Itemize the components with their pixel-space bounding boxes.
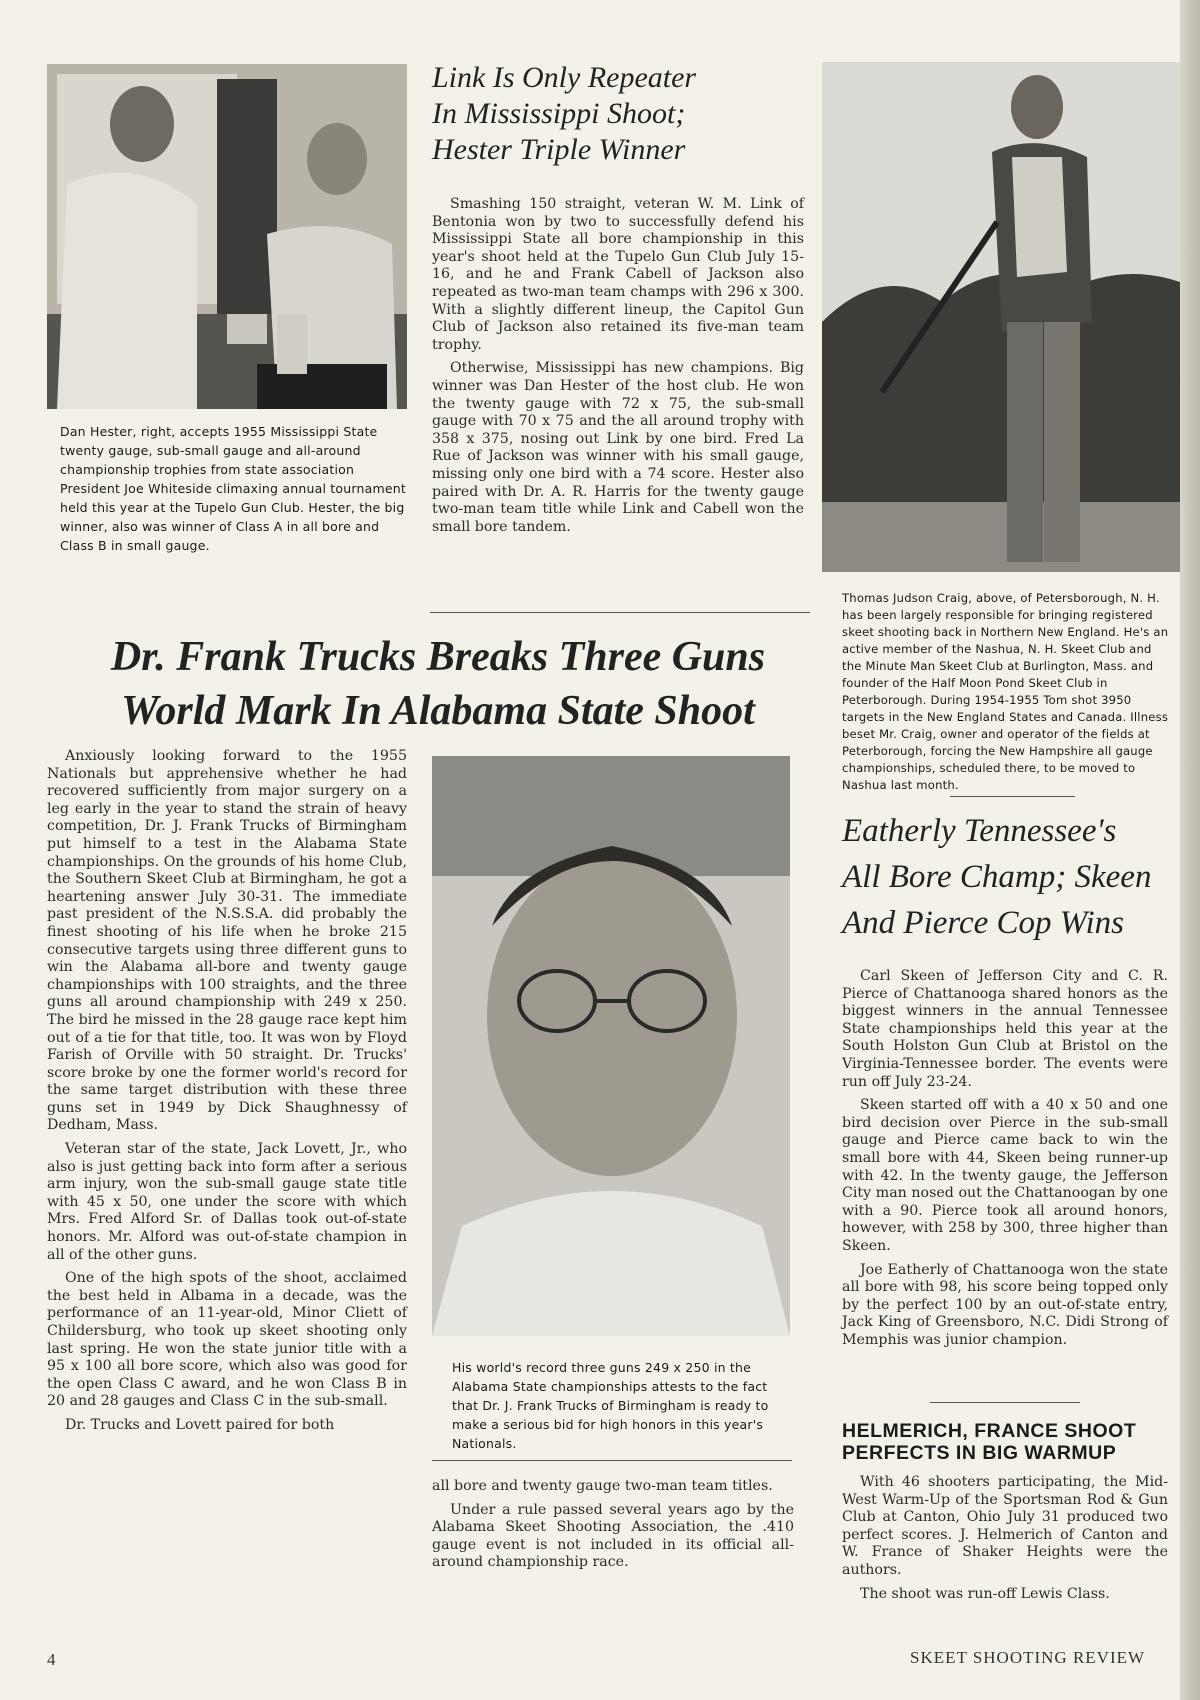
hester-photo-caption: Dan Hester, right, accepts 1955 Mississippi State twenty gauge, sub-small gauge and all-around championship trophies from state association President Joe Whiteside climaxing annual tournament held this year at the Tupelo Gun Club. Hester, the big winner, also was winner of Class A in all bore and Class B in small gauge. bbox=[60, 424, 406, 553]
trucks-paragraph: all bore and twenty gauge two-man team titles. bbox=[432, 1478, 773, 1494]
tennessee-paragraph: Carl Skeen of Jefferson City and C. R. Pierce of Chattanooga shared honors as the biggest winners in the annual Tennessee State championships held this year at the South Holston Gun Club at Bristol on the Virginia-Tennessee border. The events were run off July 23-24. bbox=[842, 968, 1168, 1090]
trucks-paragraph: Veteran star of the state, Jack Lovett, Jr., who also is just getting back into form after a serious arm injury, won the sub-small gauge state title with 45 x 50, one under the score with which Mrs. Fred Alford Sr. of Dallas took out-of-state honors. Mr. Alford was out-of-state champion in all of the other guns. bbox=[47, 1141, 407, 1263]
divider-rule bbox=[950, 796, 1075, 797]
trucks-paragraph: Dr. Trucks and Lovett paired for both bbox=[65, 1416, 335, 1433]
trucks-photo-caption: His world's record three guns 249 x 250 in the Alabama State championships attests to the fact that Dr. J. Frank Trucks of Birmingham is ready to make a serious bid for high honors in this year's Nationals. bbox=[452, 1360, 769, 1451]
photo-hester-trophy bbox=[47, 64, 407, 409]
tennessee-article-body bbox=[842, 968, 1168, 1355]
page-edge-strip bbox=[1180, 0, 1200, 1700]
magazine-title: SKEET SHOOTING REVIEW bbox=[910, 1648, 1146, 1667]
helmerich-article-body bbox=[842, 1474, 1168, 1609]
tennessee-headline-line1: Eatherly Tennessee's bbox=[842, 813, 1117, 849]
link-headline-line3: Hester Triple Winner bbox=[432, 133, 686, 166]
tennessee-paragraph: Joe Eatherly of Chattanooga won the state all bore with 98, his score being topped only by the perfect 100 by an out-of-state entry, Jack King of Greensboro, N.C. Didi Strong of Memphis was junior champion. bbox=[842, 1261, 1168, 1348]
trucks-article-col1 bbox=[47, 748, 407, 1441]
helmerich-paragraph: The shoot was run-off Lewis Class. bbox=[860, 1585, 1110, 1602]
trucks-paragraph: Under a rule passed several years ago by the Alabama Skeet Shooting Association, the .410 gauge event is not included in its official all-around championship race. bbox=[432, 1501, 794, 1571]
link-headline-line1: Link Is Only Repeater bbox=[432, 61, 697, 94]
photo-trucks-portrait bbox=[432, 756, 790, 1336]
trucks-headline-line2: World Mark In Alabama State Shoot bbox=[121, 688, 755, 734]
divider-rule bbox=[432, 1460, 792, 1461]
link-paragraph: Smashing 150 straight, veteran W. M. Link of Bentonia won by two to successfully defend his Mississippi State all bore championship in this year's shoot held at the Tupelo Gun Club July 15-16, and he and Frank Cabell of Jackson also repeated as two-man team champs with 296 x 300. With a slightly different lineup, the Capitol Gun Club of Jackson also retained its five-man team trophy. bbox=[432, 196, 804, 353]
link-headline bbox=[432, 60, 812, 168]
trucks-headline bbox=[58, 630, 818, 738]
divider-rule bbox=[930, 1402, 1080, 1403]
tennessee-headline-line2: All Bore Champ; Skeen bbox=[842, 859, 1152, 895]
photo-craig bbox=[822, 62, 1180, 572]
tennessee-headline-line3: And Pierce Cop Wins bbox=[842, 905, 1124, 941]
page-number: 4 bbox=[47, 1650, 56, 1669]
link-paragraph: Otherwise, Mississippi has new champions. Big winner was Dan Hester of the host club. He won the twenty gauge with 72 x 75, the sub-small gauge with 70 x 75 and the all around trophy with 358 x 375, nosing out Link by one bird. Fred La Rue of Jackson was winner with his small gauge, missing only one bird with a 74 score. Hester also paired with Dr. A. R. Harris for the twenty gauge two-man team title while Link and Cabell won the small bore tandem. bbox=[432, 360, 804, 535]
helmerich-headline bbox=[842, 1420, 1182, 1464]
link-headline-line2: In Mississippi Shoot; bbox=[432, 97, 686, 130]
helmerich-headline-line2: PERFECTS IN BIG WARMUP bbox=[842, 1442, 1117, 1464]
trucks-headline-line1: Dr. Frank Trucks Breaks Three Guns bbox=[110, 634, 766, 680]
trucks-paragraph: One of the high spots of the shoot, acclaimed the best held in Albama in a decade, was the performance of an 11-year-old, Minor Cliett of Childersburg, who took up skeet shooting only last spring. He won the state junior title with a 95 x 100 all bore score, which also was good for the open Class C award, and he won Class B in 20 and 28 gauges and Class C in the sub-small. bbox=[47, 1270, 407, 1410]
divider-rule bbox=[430, 612, 810, 613]
trucks-paragraph: Anxiously looking forward to the 1955 Nationals but apprehensive whether he had recovered sufficiently from major surgery on a leg early in the year to stand the strain of heavy competition, Dr. J. Frank Trucks of Birmingham put himself to a test in the Alabama State championships. On the grounds of his home Club, the Southern Skeet Club at Birmingham, he got a heartening answer July 30-31. The immediate past president of the N.S.S.A. did probably the finest shooting of his life when he broke 215 consecutive targets using three different guns to win the Alabama all-bore and twenty gauge championships with 100 straights, and the three guns all around championship with 249 x 250. The bird he missed in the 28 gauge race kept him out of a tie for that title, too. It was won by Floyd Farish of Orville with 50 straight. Dr. Trucks' score broke by one the former world's record for the same target distribution with these three guns set in 1949 by Dick Shaughnessy of Dedham, Mass. bbox=[47, 748, 407, 1134]
tennessee-headline bbox=[842, 808, 1182, 946]
helmerich-headline-line1: HELMERICH, FRANCE SHOOT bbox=[842, 1420, 1137, 1442]
craig-photo-caption: Thomas Judson Craig, above, of Petersborough, N. H. has been largely responsible for bringing registered skeet shooting back in Northern New England. He's an active member of the Nashua, N. H. Skeet Club and the Minute Man Skeet Club at Burlington, Mass. and founder of the Half Moon Pond Skeet Club in Peterborough. During 1954-1955 Tom shot 3950 targets in the New England States and Canada. Illness beset Mr. Craig, owner and operator of the fields at Peterborough, forcing the New Hampshire all gauge championships, scheduled there, to be moved to Nashua last month. bbox=[842, 591, 1169, 792]
trucks-article-col2 bbox=[432, 1478, 794, 1578]
link-article-body bbox=[432, 196, 804, 542]
helmerich-paragraph: With 46 shooters participating, the Mid-West Warm-Up of the Sportsman Rod & Gun Club at Canton, Ohio July 31 produced two perfect scores. J. Helmerich of Canton and W. France of Shaker Heights were the authors. bbox=[842, 1474, 1168, 1578]
tennessee-paragraph: Skeen started off with a 40 x 50 and one bird decision over Pierce in the sub-small gauge and Pierce came back to win the small bore with 44, Skeen being runner-up with 42. In the twenty gauge, the Jefferson City man nosed out the Chattanoogan by one with a 90. Pierce took all around honors, however, with 258 by 300, three higher than Skeen. bbox=[842, 1097, 1168, 1254]
